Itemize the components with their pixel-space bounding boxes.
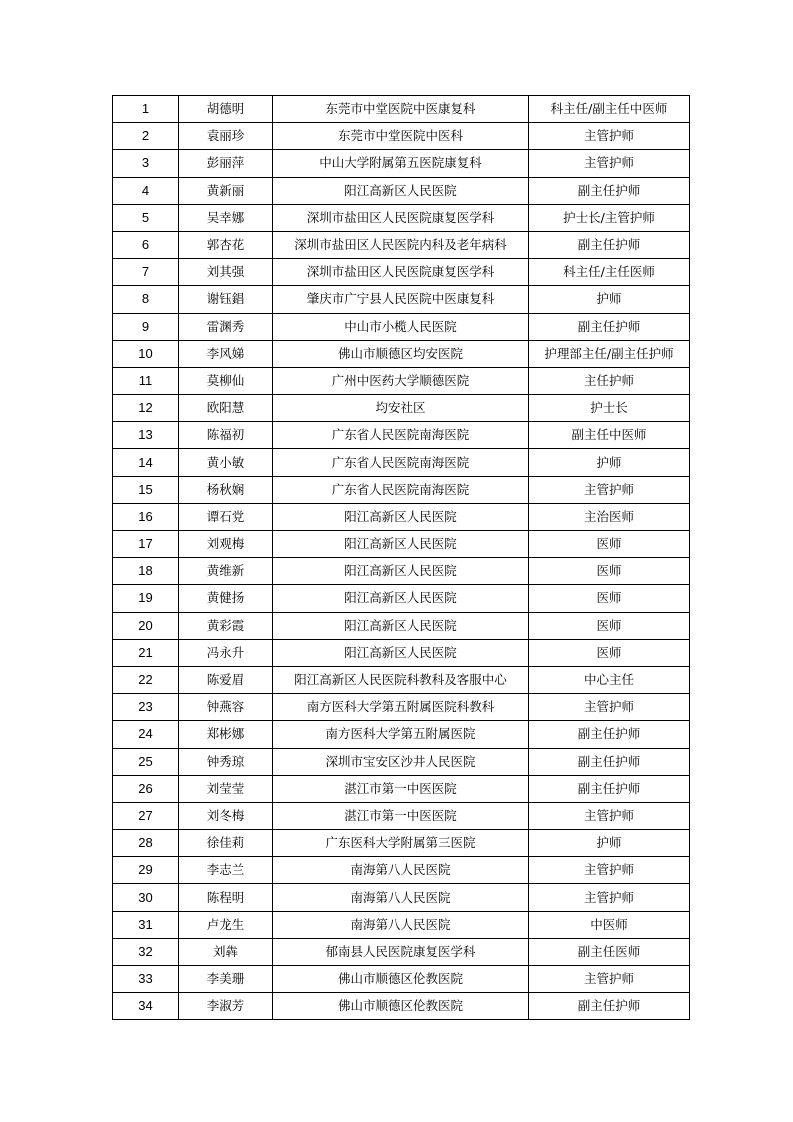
job-title-cell: 主管护师 xyxy=(529,150,690,177)
row-number-cell: 10 xyxy=(113,340,179,367)
table-row xyxy=(113,966,690,993)
table-row xyxy=(113,612,690,639)
job-title-cell: 护士长/主管护师 xyxy=(529,204,690,231)
person-name-cell: 郭杏花 xyxy=(179,231,273,258)
person-name-cell: 钟燕容 xyxy=(179,694,273,721)
row-number-cell: 2 xyxy=(113,123,179,150)
hospital-unit-cell: 中山市小榄人民医院 xyxy=(273,313,529,340)
hospital-unit-cell: 湛江市第一中医医院 xyxy=(273,775,529,802)
row-number-cell: 14 xyxy=(113,449,179,476)
hospital-unit-cell: 阳江高新区人民医院 xyxy=(273,639,529,666)
person-name-cell: 李美珊 xyxy=(179,966,273,993)
person-name-cell: 谭石党 xyxy=(179,503,273,530)
job-title-cell: 护士长 xyxy=(529,395,690,422)
hospital-unit-cell: 深圳市盐田区人民医院康复医学科 xyxy=(273,259,529,286)
job-title-cell: 副主任护师 xyxy=(529,313,690,340)
person-name-cell: 吴幸娜 xyxy=(179,204,273,231)
person-name-cell: 刘莹莹 xyxy=(179,775,273,802)
person-name-cell: 袁丽珍 xyxy=(179,123,273,150)
table-row xyxy=(113,367,690,394)
person-name-cell: 李淑芳 xyxy=(179,993,273,1020)
row-number-cell: 20 xyxy=(113,612,179,639)
row-number-cell: 27 xyxy=(113,802,179,829)
table-row xyxy=(113,639,690,666)
person-name-cell: 莫柳仙 xyxy=(179,367,273,394)
table-row xyxy=(113,694,690,721)
job-title-cell: 主管护师 xyxy=(529,857,690,884)
job-title-cell: 护师 xyxy=(529,286,690,313)
job-title-cell: 医师 xyxy=(529,639,690,666)
row-number-cell: 5 xyxy=(113,204,179,231)
row-number-cell: 1 xyxy=(113,96,179,123)
hospital-unit-cell: 阳江高新区人民医院 xyxy=(273,558,529,585)
person-name-cell: 陈福初 xyxy=(179,422,273,449)
row-number-cell: 15 xyxy=(113,476,179,503)
person-name-cell: 黄小敏 xyxy=(179,449,273,476)
person-name-cell: 卢龙生 xyxy=(179,911,273,938)
job-title-cell: 副主任护师 xyxy=(529,748,690,775)
job-title-cell: 副主任护师 xyxy=(529,231,690,258)
person-name-cell: 杨秋娴 xyxy=(179,476,273,503)
table-row xyxy=(113,857,690,884)
hospital-unit-cell: 阳江高新区人民医院 xyxy=(273,177,529,204)
job-title-cell: 主管护师 xyxy=(529,123,690,150)
job-title-cell: 主管护师 xyxy=(529,802,690,829)
table-row xyxy=(113,993,690,1020)
row-number-cell: 21 xyxy=(113,639,179,666)
person-name-cell: 刘其强 xyxy=(179,259,273,286)
job-title-cell: 护理部主任/副主任护师 xyxy=(529,340,690,367)
person-name-cell: 黄维新 xyxy=(179,558,273,585)
hospital-unit-cell: 广东省人民医院南海医院 xyxy=(273,476,529,503)
hospital-unit-cell: 阳江高新区人民医院科教科及客服中心 xyxy=(273,666,529,693)
hospital-unit-cell: 南方医科大学第五附属医院 xyxy=(273,721,529,748)
table-row xyxy=(113,422,690,449)
person-name-cell: 钟秀琼 xyxy=(179,748,273,775)
table-row xyxy=(113,259,690,286)
table-row xyxy=(113,204,690,231)
job-title-cell: 主管护师 xyxy=(529,884,690,911)
job-title-cell: 医师 xyxy=(529,531,690,558)
row-number-cell: 23 xyxy=(113,694,179,721)
row-number-cell: 11 xyxy=(113,367,179,394)
person-name-cell: 李志兰 xyxy=(179,857,273,884)
table-row xyxy=(113,177,690,204)
table-row xyxy=(113,775,690,802)
row-number-cell: 31 xyxy=(113,911,179,938)
hospital-unit-cell: 肇庆市广宁县人民医院中医康复科 xyxy=(273,286,529,313)
table-row xyxy=(113,585,690,612)
row-number-cell: 24 xyxy=(113,721,179,748)
hospital-unit-cell: 中山大学附属第五医院康复科 xyxy=(273,150,529,177)
job-title-cell: 副主任中医师 xyxy=(529,422,690,449)
job-title-cell: 主管护师 xyxy=(529,966,690,993)
row-number-cell: 16 xyxy=(113,503,179,530)
person-name-cell: 刘犇 xyxy=(179,938,273,965)
job-title-cell: 主治医师 xyxy=(529,503,690,530)
hospital-unit-cell: 南方医科大学第五附属医院科教科 xyxy=(273,694,529,721)
table-row xyxy=(113,476,690,503)
person-name-cell: 彭丽萍 xyxy=(179,150,273,177)
roster-table-body xyxy=(113,96,690,1020)
table-row xyxy=(113,286,690,313)
table-row xyxy=(113,531,690,558)
table-row xyxy=(113,666,690,693)
hospital-unit-cell: 阳江高新区人民医院 xyxy=(273,612,529,639)
job-title-cell: 护师 xyxy=(529,449,690,476)
person-name-cell: 谢钰錩 xyxy=(179,286,273,313)
table-row xyxy=(113,123,690,150)
table-row xyxy=(113,558,690,585)
job-title-cell: 副主任护师 xyxy=(529,177,690,204)
hospital-unit-cell: 佛山市顺德区均安医院 xyxy=(273,340,529,367)
row-number-cell: 29 xyxy=(113,857,179,884)
job-title-cell: 中医师 xyxy=(529,911,690,938)
job-title-cell: 科主任/副主任中医师 xyxy=(529,96,690,123)
person-name-cell: 黄新丽 xyxy=(179,177,273,204)
row-number-cell: 18 xyxy=(113,558,179,585)
table-row xyxy=(113,503,690,530)
row-number-cell: 19 xyxy=(113,585,179,612)
table-row xyxy=(113,150,690,177)
row-number-cell: 13 xyxy=(113,422,179,449)
job-title-cell: 主任护师 xyxy=(529,367,690,394)
row-number-cell: 30 xyxy=(113,884,179,911)
hospital-unit-cell: 佛山市顺德区伦教医院 xyxy=(273,966,529,993)
row-number-cell: 17 xyxy=(113,531,179,558)
row-number-cell: 9 xyxy=(113,313,179,340)
table-row xyxy=(113,802,690,829)
job-title-cell: 主管护师 xyxy=(529,694,690,721)
table-row xyxy=(113,884,690,911)
job-title-cell: 副主任医师 xyxy=(529,938,690,965)
table-row xyxy=(113,340,690,367)
hospital-unit-cell: 南海第八人民医院 xyxy=(273,884,529,911)
row-number-cell: 33 xyxy=(113,966,179,993)
table-row xyxy=(113,395,690,422)
job-title-cell: 副主任护师 xyxy=(529,775,690,802)
table-row xyxy=(113,830,690,857)
person-name-cell: 冯永升 xyxy=(179,639,273,666)
hospital-unit-cell: 深圳市盐田区人民医院康复医学科 xyxy=(273,204,529,231)
person-name-cell: 陈爱眉 xyxy=(179,666,273,693)
person-name-cell: 胡德明 xyxy=(179,96,273,123)
job-title-cell: 主管护师 xyxy=(529,476,690,503)
person-name-cell: 郑彬娜 xyxy=(179,721,273,748)
row-number-cell: 3 xyxy=(113,150,179,177)
job-title-cell: 中心主任 xyxy=(529,666,690,693)
hospital-unit-cell: 郁南县人民医院康复医学科 xyxy=(273,938,529,965)
row-number-cell: 22 xyxy=(113,666,179,693)
table-row xyxy=(113,449,690,476)
row-number-cell: 8 xyxy=(113,286,179,313)
row-number-cell: 32 xyxy=(113,938,179,965)
row-number-cell: 34 xyxy=(113,993,179,1020)
person-name-cell: 陈程明 xyxy=(179,884,273,911)
row-number-cell: 7 xyxy=(113,259,179,286)
hospital-unit-cell: 湛江市第一中医医院 xyxy=(273,802,529,829)
table-row xyxy=(113,938,690,965)
person-name-cell: 李风娣 xyxy=(179,340,273,367)
hospital-unit-cell: 广州中医药大学顺德医院 xyxy=(273,367,529,394)
row-number-cell: 25 xyxy=(113,748,179,775)
table-row xyxy=(113,911,690,938)
job-title-cell: 护师 xyxy=(529,830,690,857)
hospital-unit-cell: 南海第八人民医院 xyxy=(273,857,529,884)
hospital-unit-cell: 阳江高新区人民医院 xyxy=(273,531,529,558)
job-title-cell: 医师 xyxy=(529,612,690,639)
roster-table xyxy=(112,95,690,1020)
hospital-unit-cell: 东莞市中堂医院中医康复科 xyxy=(273,96,529,123)
person-name-cell: 刘观梅 xyxy=(179,531,273,558)
table-row xyxy=(113,721,690,748)
person-name-cell: 黄彩霞 xyxy=(179,612,273,639)
hospital-unit-cell: 阳江高新区人民医院 xyxy=(273,585,529,612)
hospital-unit-cell: 东莞市中堂医院中医科 xyxy=(273,123,529,150)
job-title-cell: 医师 xyxy=(529,558,690,585)
row-number-cell: 28 xyxy=(113,830,179,857)
table-row xyxy=(113,96,690,123)
hospital-unit-cell: 均安社区 xyxy=(273,395,529,422)
hospital-unit-cell: 阳江高新区人民医院 xyxy=(273,503,529,530)
hospital-unit-cell: 南海第八人民医院 xyxy=(273,911,529,938)
person-name-cell: 刘冬梅 xyxy=(179,802,273,829)
person-name-cell: 徐佳莉 xyxy=(179,830,273,857)
table-row xyxy=(113,748,690,775)
job-title-cell: 医师 xyxy=(529,585,690,612)
row-number-cell: 12 xyxy=(113,395,179,422)
table-row xyxy=(113,231,690,258)
row-number-cell: 4 xyxy=(113,177,179,204)
hospital-unit-cell: 深圳市宝安区沙井人民医院 xyxy=(273,748,529,775)
person-name-cell: 欧阳慧 xyxy=(179,395,273,422)
job-title-cell: 副主任护师 xyxy=(529,721,690,748)
person-name-cell: 雷渊秀 xyxy=(179,313,273,340)
job-title-cell: 副主任护师 xyxy=(529,993,690,1020)
hospital-unit-cell: 广东省人民医院南海医院 xyxy=(273,449,529,476)
hospital-unit-cell: 深圳市盐田区人民医院内科及老年病科 xyxy=(273,231,529,258)
hospital-unit-cell: 广东省人民医院南海医院 xyxy=(273,422,529,449)
job-title-cell: 科主任/主任医师 xyxy=(529,259,690,286)
table-row xyxy=(113,313,690,340)
row-number-cell: 6 xyxy=(113,231,179,258)
row-number-cell: 26 xyxy=(113,775,179,802)
hospital-unit-cell: 广东医科大学附属第三医院 xyxy=(273,830,529,857)
hospital-unit-cell: 佛山市顺德区伦教医院 xyxy=(273,993,529,1020)
person-name-cell: 黄健扬 xyxy=(179,585,273,612)
